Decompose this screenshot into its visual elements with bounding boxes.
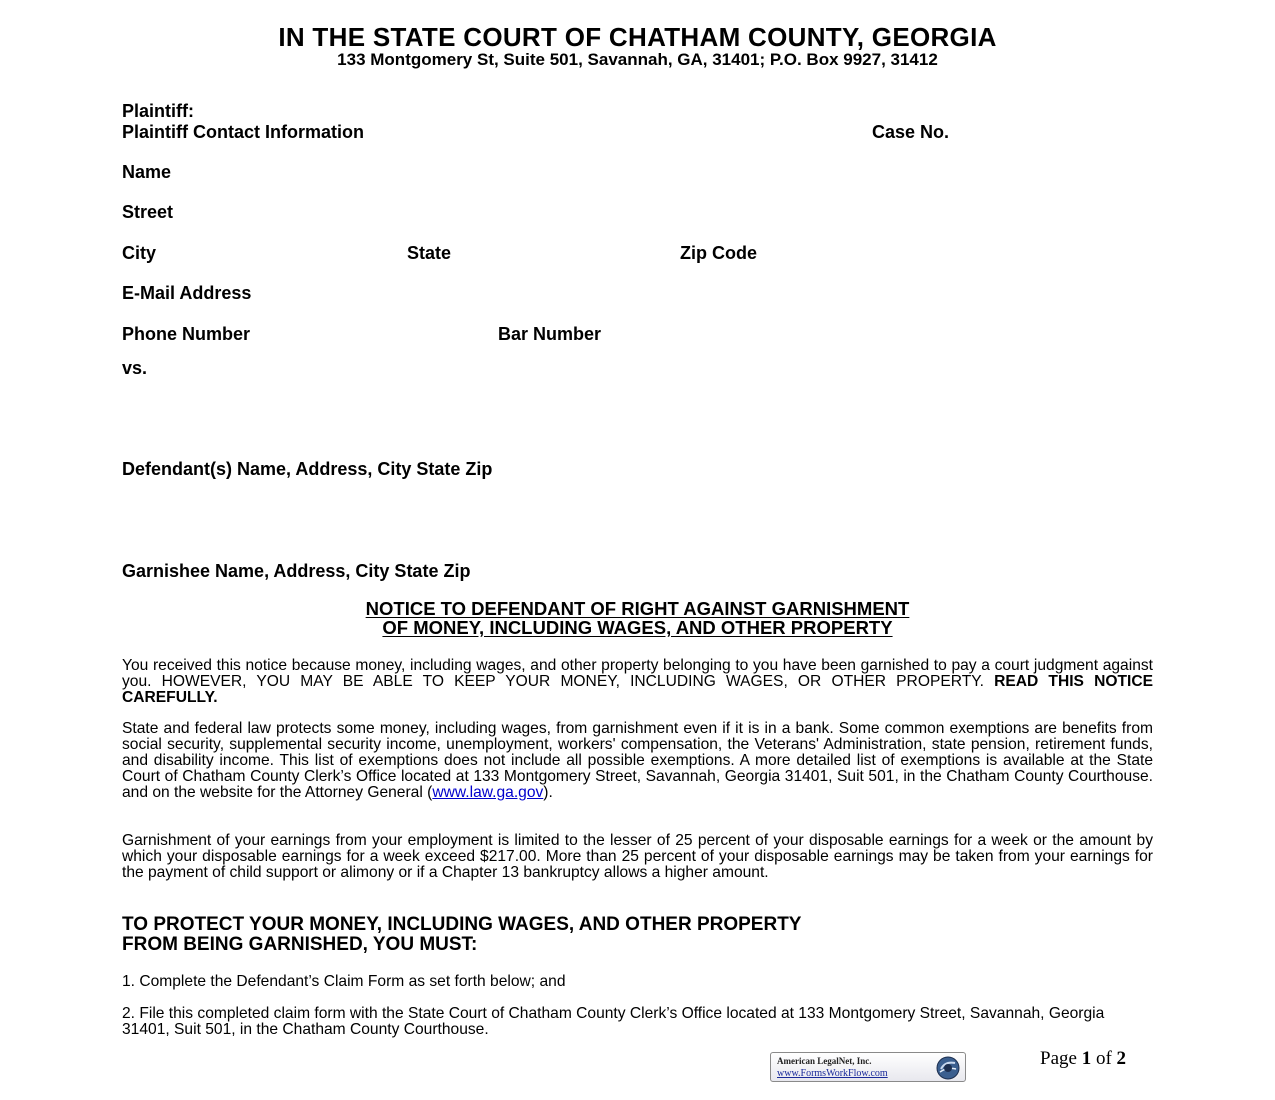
exemptions-text: State and federal law protects some money, including wages, from garnishment even if it is in a bank. Some common exemptions are benefits from social security, supplemental security income, unemployment, workers' compensation, the Veterans' Administration, state pension, retirement funds, and disability income. This list of exemptions does not include all possible exemptions. A more detailed list of exemptions is available at the State Court of Chatham County Clerk’s Office located at 133 Montgomery Street, Savannah, Georgia 31401, Suit 501, in the Chatham County Courthouse. and on the website for the Attorney General ( [122,720,1153,801]
court-address: 133 Montgomery St, Suite 501, Savannah, GA, 31401; P.O. Box 9927, 31412 [337,50,938,69]
bar-number-label: Bar Number [498,324,602,344]
name-label: Name [122,162,172,182]
intro-text: You received this notice because money, including wages, and other property belonging to you have been garnished to pay a court judgment against you. HOWEVER, YOU MAY BE ABLE TO KEEP YOUR MONEY, INCLUDING WAGES, OR OTHER PROPERTY. [122,657,1153,690]
phone-label: Phone Number [122,324,251,344]
page-word: Page [1040,1048,1082,1069]
city-label: City [122,243,157,263]
garnishee-label: Garnishee Name, Address, City State Zip [122,561,471,581]
step-2: 2. File this completed claim form with the State Court of Chatham County Clerk’s Office located at 133 Montgomery Street, Savannah, Georgia 31401, Suit 501, in the Chatham County Courthouse. [122,1005,1105,1038]
notice-title-line2: OF MONEY, INCLUDING WAGES, AND OTHER PROPERTY [382,617,893,638]
plaintiff-label: Plaintiff: [122,101,194,121]
logo-company-name: American LegalNet, Inc. [777,1056,872,1066]
protect-heading-line1: TO PROTECT YOUR MONEY, INCLUDING WAGES, AND OTHER PROPERTY [122,914,802,935]
read-carefully-text: READ THIS NOTICE CAREFULLY. [122,673,1153,706]
notice-paragraph-earnings-limit [122,833,1153,881]
page-number [1040,1048,1126,1070]
protect-heading-line2: FROM BEING GARNISHED, YOU MUST: [122,934,478,955]
case-no-label: Case No. [872,122,950,142]
zip-code-label: Zip Code [680,243,757,263]
earnings-limit-text: Garnishment of your earnings from your employment is limited to the lesser of 25 percent of your disposable earnings for a week or the amount by which your disposable earnings for a week exceed $217.00. More than 25 percent of your disposable earnings may be taken from your earnings for the payment of child support or alimony or if a Chapter 13 bankruptcy allows a higher amount. [122,832,1153,881]
state-label: State [407,243,452,263]
email-label: E-Mail Address [122,283,252,303]
notice-title-line1: NOTICE TO DEFENDANT OF RIGHT AGAINST GARNISHMENT [365,598,910,619]
street-label: Street [122,202,174,222]
page-total: 2 [1116,1048,1127,1069]
page-current: 1 [1081,1048,1092,1069]
defendant-label: Defendant(s) Name, Address, City State Zip [122,459,493,479]
notice-paragraph-exemptions [122,721,1153,801]
protect-heading [122,915,801,955]
court-title: IN THE STATE COURT OF CHATHAM COUNTY, GEORGIA [278,22,997,52]
notice-paragraph-intro [122,658,1153,706]
plaintiff-contact-label: Plaintiff Contact Information [122,122,364,142]
american-legalnet-logo[interactable] [770,1052,966,1082]
exemptions-text-end: ). [543,784,553,801]
page-of: of [1091,1048,1117,1069]
vs-label: vs. [122,358,148,378]
globe-icon [935,1055,961,1081]
logo-url[interactable]: www.FormsWorkFlow.com [777,1068,888,1079]
step-1: 1. Complete the Defendant’s Claim Form as set forth below; and [122,973,566,990]
law-ga-gov-link[interactable]: www.law.ga.gov [432,784,544,801]
